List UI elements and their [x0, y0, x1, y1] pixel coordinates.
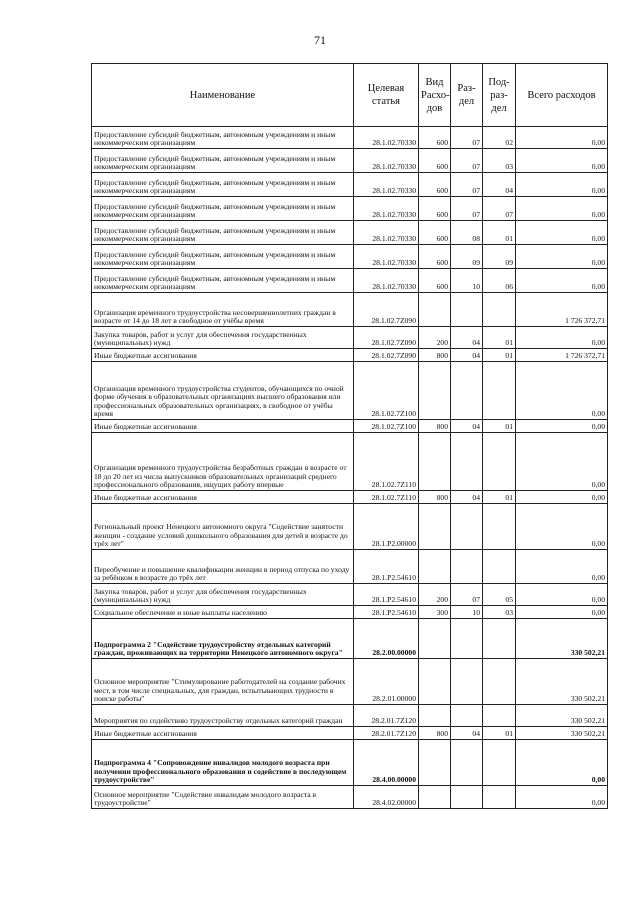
table-row — [92, 491, 608, 504]
row-type: 600 — [419, 127, 451, 149]
row-name: Организация временного трудоустройства безработных граждан в возрасте от 18 до 20 лет из числа выпускников образовательных организаций среднего профессионального образования, ищущих работу впервые — [92, 433, 354, 491]
row-type — [419, 550, 451, 584]
table-row — [92, 433, 608, 491]
row-total: 330 502,21 — [516, 619, 608, 659]
row-target: 28.2.00.00000 — [354, 619, 419, 659]
row-type: 200 — [419, 327, 451, 349]
row-target: 28.4.02.00000 — [354, 786, 419, 809]
table-header-row — [92, 64, 608, 127]
row-type: 600 — [419, 149, 451, 173]
page-number: 71 — [314, 33, 326, 47]
row-subsection: 01 — [483, 727, 516, 740]
row-target: 28.4.00.00000 — [354, 740, 419, 786]
row-total: 0,00 — [516, 327, 608, 349]
table-row — [92, 740, 608, 786]
row-subsection: 01 — [483, 420, 516, 433]
row-target: 28.1.P2.54610 — [354, 550, 419, 584]
table-row — [92, 245, 608, 269]
row-name: Закупка товаров, работ и услуг для обеспечения государственных (муниципальных) нужд — [92, 584, 354, 606]
row-total: 0,00 — [516, 550, 608, 584]
row-target: 28.2.01.7Z120 — [354, 705, 419, 727]
row-name: Предоставление субсидий бюджетным, автономным учреждениям и иным некоммерческим организациям — [92, 149, 354, 173]
row-section — [451, 362, 483, 420]
row-section — [451, 705, 483, 727]
row-subsection: 04 — [483, 173, 516, 197]
row-target: 28.1.02.7Z100 — [354, 362, 419, 420]
row-target: 28.1.02.70330 — [354, 149, 419, 173]
row-name: Региональный проект Ненецкого автономного округа "Содействие занятости женщин - создание условий дошкольного образования для детей в возрасте до трёх лет" — [92, 504, 354, 550]
row-type: 800 — [419, 349, 451, 362]
row-type: 200 — [419, 584, 451, 606]
row-total: 0,00 — [516, 362, 608, 420]
row-section: 04 — [451, 327, 483, 349]
row-subsection — [483, 786, 516, 809]
row-name: Предоставление субсидий бюджетным, автономным учреждениям и иным некоммерческим организациям — [92, 221, 354, 245]
table-row — [92, 362, 608, 420]
row-subsection — [483, 619, 516, 659]
table-row — [92, 269, 608, 293]
row-type: 800 — [419, 727, 451, 740]
row-total: 0,00 — [516, 420, 608, 433]
row-section — [451, 293, 483, 327]
row-subsection: 03 — [483, 149, 516, 173]
row-type: 300 — [419, 606, 451, 619]
row-subsection: 01 — [483, 221, 516, 245]
table-row — [92, 149, 608, 173]
row-type: 600 — [419, 221, 451, 245]
row-target: 28.1.P2.54610 — [354, 606, 419, 619]
table-row — [92, 606, 608, 619]
row-section: 07 — [451, 584, 483, 606]
row-section — [451, 433, 483, 491]
row-total: 0,00 — [516, 173, 608, 197]
table-row — [92, 727, 608, 740]
header-target: Целевая статья — [354, 64, 419, 127]
row-target: 28.2.01.7Z120 — [354, 727, 419, 740]
row-type — [419, 786, 451, 809]
row-target: 28.1.02.70330 — [354, 221, 419, 245]
row-total: 0,00 — [516, 433, 608, 491]
row-target: 28.1.02.7Z100 — [354, 420, 419, 433]
row-total: 0,00 — [516, 504, 608, 550]
row-name: Предоставление субсидий бюджетным, автономным учреждениям и иным некоммерческим организациям — [92, 197, 354, 221]
row-type — [419, 659, 451, 705]
row-target: 28.1.02.7Z090 — [354, 349, 419, 362]
row-name: Предоставление субсидий бюджетным, автономным учреждениям и иным некоммерческим организациям — [92, 173, 354, 197]
row-type — [419, 362, 451, 420]
row-total: 0,00 — [516, 149, 608, 173]
row-section — [451, 659, 483, 705]
row-type: 800 — [419, 420, 451, 433]
row-section: 04 — [451, 349, 483, 362]
table-row — [92, 173, 608, 197]
row-name: Переобучение и повышение квалификации женщин в период отпуска по уходу за ребёнком в возрасте до трёх лет — [92, 550, 354, 584]
header-subsection: Под-раз-дел — [483, 64, 516, 127]
table-row — [92, 786, 608, 809]
row-target: 28.1.02.70330 — [354, 245, 419, 269]
row-section: 04 — [451, 727, 483, 740]
row-total: 0,00 — [516, 584, 608, 606]
table-row — [92, 293, 608, 327]
table-row — [92, 705, 608, 727]
header-total: Всего расходов — [516, 64, 608, 127]
row-section — [451, 550, 483, 584]
row-target: 28.1.02.70330 — [354, 197, 419, 221]
row-total: 0,00 — [516, 491, 608, 504]
row-target: 28.2.01.00000 — [354, 659, 419, 705]
row-type — [419, 433, 451, 491]
row-section: 08 — [451, 221, 483, 245]
row-section: 07 — [451, 197, 483, 221]
table-row — [92, 221, 608, 245]
row-section — [451, 504, 483, 550]
row-target: 28.1.P2.00000 — [354, 504, 419, 550]
row-subsection: 07 — [483, 197, 516, 221]
row-total: 330 502,21 — [516, 659, 608, 705]
row-subsection: 01 — [483, 491, 516, 504]
row-type — [419, 504, 451, 550]
row-total: 0,00 — [516, 221, 608, 245]
row-total: 0,00 — [516, 740, 608, 786]
row-name: Основное мероприятие "Содействие инвалидам молодого возраста в трудоустройстве" — [92, 786, 354, 809]
row-total: 0,00 — [516, 197, 608, 221]
table-row — [92, 659, 608, 705]
table-row — [92, 127, 608, 149]
row-subsection: 05 — [483, 584, 516, 606]
row-subsection — [483, 740, 516, 786]
row-subsection: 01 — [483, 349, 516, 362]
row-total: 0,00 — [516, 606, 608, 619]
table-row — [92, 420, 608, 433]
row-name: Организация временного трудоустройства несовершеннолетних граждан в возрасте от 14 до 18 лет в свободное от учёбы время — [92, 293, 354, 327]
row-name: Социальное обеспечение и иные выплаты населению — [92, 606, 354, 619]
row-subsection — [483, 433, 516, 491]
row-name: Подпрограмма 4 "Сопровождение инвалидов молодого возраста при получении профессионального образования и содействие в последующем трудоустройстве" — [92, 740, 354, 786]
header-section: Раз-дел — [451, 64, 483, 127]
row-name: Мероприятия по содействию трудоустройству отдельных категорий граждан — [92, 705, 354, 727]
row-subsection: 01 — [483, 327, 516, 349]
row-subsection — [483, 362, 516, 420]
row-section: 04 — [451, 420, 483, 433]
row-target: 28.1.02.70330 — [354, 269, 419, 293]
row-section — [451, 740, 483, 786]
row-target: 28.1.02.7Z110 — [354, 433, 419, 491]
table-row — [92, 327, 608, 349]
row-total: 330 502,21 — [516, 705, 608, 727]
row-type — [419, 705, 451, 727]
header-name: Наименование — [92, 64, 354, 127]
row-name: Предоставление субсидий бюджетным, автономным учреждениям и иным некоммерческим организациям — [92, 245, 354, 269]
row-section: 07 — [451, 149, 483, 173]
row-type: 600 — [419, 197, 451, 221]
row-name: Основное мероприятие "Стимулирование работодателей на создание рабочих мест, в том числе специальных, для граждан, испытывающих трудности в поиске работы" — [92, 659, 354, 705]
row-total: 0,00 — [516, 127, 608, 149]
row-section — [451, 619, 483, 659]
table-row — [92, 504, 608, 550]
row-name: Иные бюджетные ассигнования — [92, 727, 354, 740]
row-subsection — [483, 504, 516, 550]
row-type — [419, 293, 451, 327]
row-type: 600 — [419, 245, 451, 269]
budget-table — [91, 63, 608, 809]
row-subsection — [483, 293, 516, 327]
row-type: 800 — [419, 491, 451, 504]
row-name: Организация временного трудоустройства студентов, обучающихся по очной форме обучения в образовательных организациях высшего образования или профессиональных образовательных организациях, в свободное от учёбы время — [92, 362, 354, 420]
table-row — [92, 619, 608, 659]
row-section: 09 — [451, 245, 483, 269]
row-target: 28.1.02.70330 — [354, 127, 419, 149]
table-row — [92, 584, 608, 606]
row-name: Иные бюджетные ассигнования — [92, 349, 354, 362]
row-type — [419, 740, 451, 786]
row-subsection: 06 — [483, 269, 516, 293]
row-subsection: 03 — [483, 606, 516, 619]
row-name: Предоставление субсидий бюджетным, автономным учреждениям и иным некоммерческим организациям — [92, 269, 354, 293]
row-subsection: 09 — [483, 245, 516, 269]
row-subsection: 02 — [483, 127, 516, 149]
row-target: 28.1.02.70330 — [354, 173, 419, 197]
row-total: 330 502,21 — [516, 727, 608, 740]
row-name: Подпрограмма 2 "Содействие трудоустройству отдельных категорий граждан, проживающих на территории Ненецкого автономного округа" — [92, 619, 354, 659]
row-total: 1 726 372,71 — [516, 349, 608, 362]
table-row — [92, 197, 608, 221]
row-type: 600 — [419, 269, 451, 293]
row-subsection — [483, 705, 516, 727]
row-name: Иные бюджетные ассигнования — [92, 491, 354, 504]
row-name: Закупка товаров, работ и услуг для обеспечения государственных (муниципальных) нужд — [92, 327, 354, 349]
row-target: 28.1.02.7Z110 — [354, 491, 419, 504]
row-target: 28.1.02.7Z090 — [354, 293, 419, 327]
table-row — [92, 550, 608, 584]
row-name: Предоставление субсидий бюджетным, автономным учреждениям и иным некоммерческим организациям — [92, 127, 354, 149]
row-total: 0,00 — [516, 245, 608, 269]
row-target: 28.1.02.7Z090 — [354, 327, 419, 349]
row-subsection — [483, 550, 516, 584]
row-type — [419, 619, 451, 659]
row-section: 10 — [451, 269, 483, 293]
row-type: 600 — [419, 173, 451, 197]
row-section: 04 — [451, 491, 483, 504]
row-name: Иные бюджетные ассигнования — [92, 420, 354, 433]
row-section — [451, 786, 483, 809]
row-section: 10 — [451, 606, 483, 619]
header-type: Вид Расхо-дов — [419, 64, 451, 127]
row-total: 0,00 — [516, 786, 608, 809]
row-target: 28.1.P2.54610 — [354, 584, 419, 606]
row-subsection — [483, 659, 516, 705]
row-total: 0,00 — [516, 269, 608, 293]
row-total: 1 726 372,71 — [516, 293, 608, 327]
row-section: 07 — [451, 173, 483, 197]
row-section: 07 — [451, 127, 483, 149]
table-row — [92, 349, 608, 362]
